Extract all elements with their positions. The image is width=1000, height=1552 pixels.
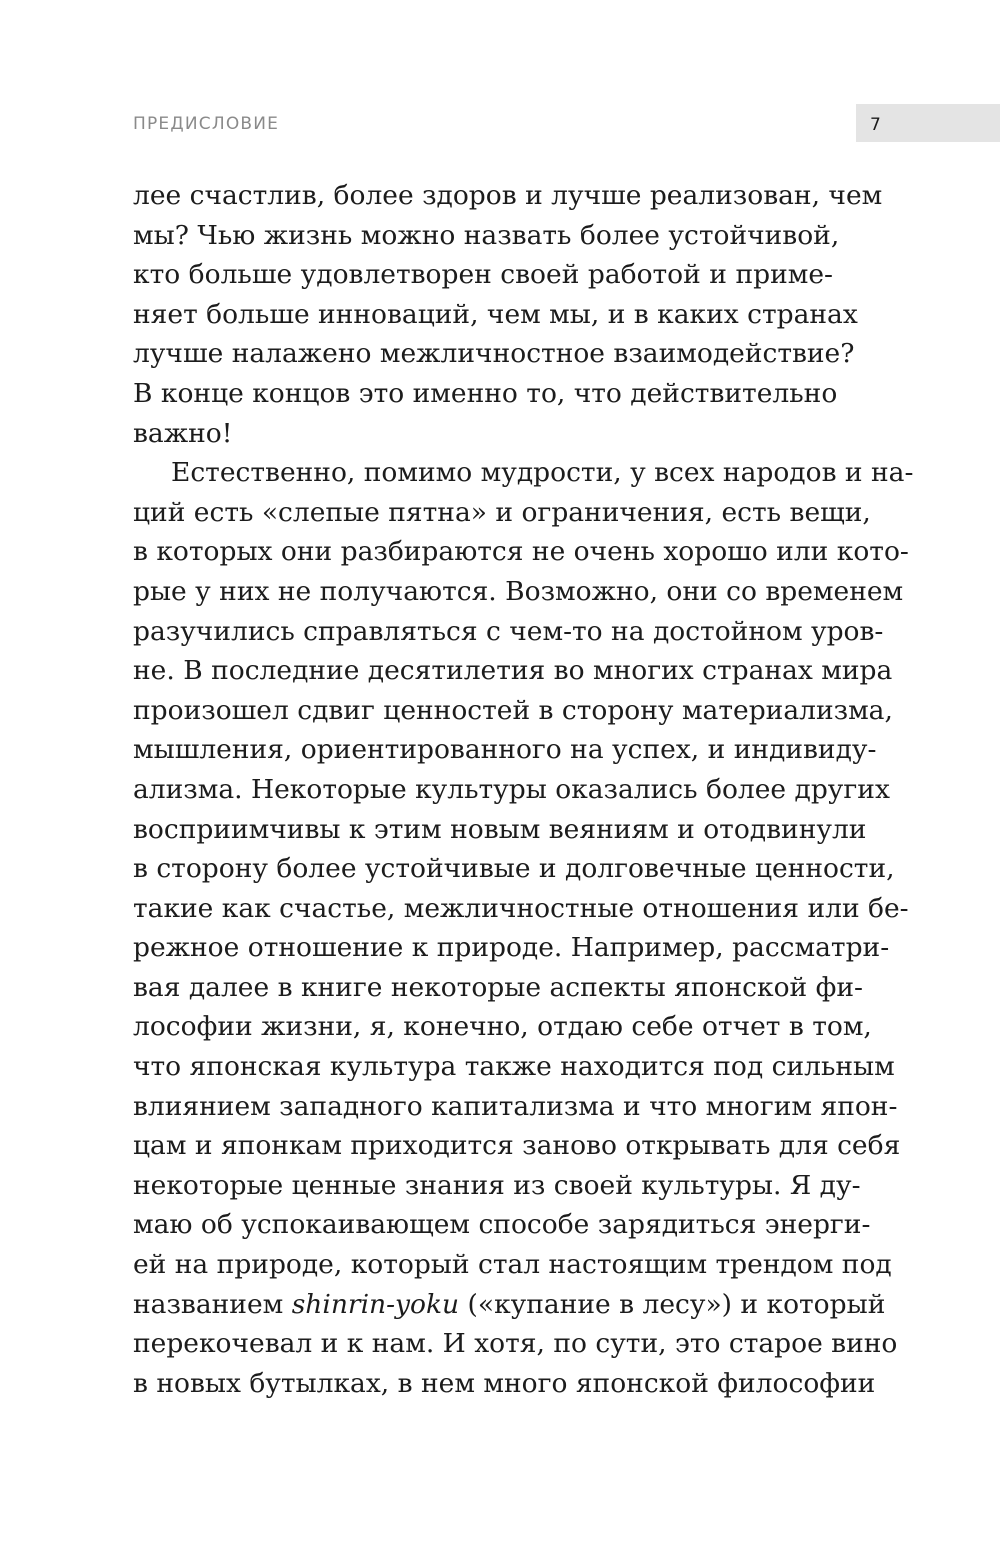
text-line: важно! bbox=[133, 417, 233, 449]
page-number-tab bbox=[856, 104, 1000, 142]
text-line: в сторону более устойчивые и долговечные ценности, bbox=[133, 853, 895, 885]
text-line: маю об успокаивающем способе зарядиться энерги- bbox=[133, 1209, 871, 1241]
running-head: ПРЕДИСЛОВИЕ bbox=[133, 114, 280, 134]
text-segment: («купание в лесу») и который bbox=[459, 1288, 886, 1320]
text-line: влиянием западного капитализма и что многим япон- bbox=[133, 1090, 898, 1122]
text-line: произошел сдвиг ценностей в сторону материализма, bbox=[133, 694, 893, 726]
text-line: такие как счастье, межличностные отношения или бе- bbox=[133, 892, 909, 924]
italic-term: shinrin-yoku bbox=[291, 1288, 460, 1320]
text-line: ализма. Некоторые культуры оказались более других bbox=[133, 773, 890, 805]
text-segment: названием bbox=[133, 1288, 292, 1320]
text-line: Естественно, помимо мудрости, у всех народов и на- bbox=[171, 457, 914, 489]
text-line: мы? Чью жизнь можно назвать более устойчивой, bbox=[133, 219, 840, 251]
text-line: няет больше инноваций, чем мы, и в каких странах bbox=[133, 298, 858, 330]
text-line: режное отношение к природе. Например, рассматри- bbox=[133, 932, 890, 964]
text-line: в которых они разбираются не очень хорошо или кото- bbox=[133, 536, 909, 568]
text-line: что японская культура также находится под сильным bbox=[133, 1051, 895, 1083]
text-line: лее счастлив, более здоров и лучше реализован, чем bbox=[133, 180, 883, 211]
text-line: разучились справляться с чем-то на достойном уров- bbox=[133, 615, 884, 647]
text-line: не. В последние десятилетия во многих странах мира bbox=[133, 655, 893, 687]
body-text bbox=[133, 176, 914, 1403]
text-line: вая далее в книге некоторые аспекты японской фи- bbox=[133, 971, 863, 1003]
text-line-with-italic bbox=[133, 1285, 886, 1325]
text-line: восприимчивы к этим новым веяниям и отодвинули bbox=[133, 813, 867, 845]
text-line: в новых бутылках, в нем много японской философии bbox=[133, 1367, 876, 1399]
page-number: 7 bbox=[870, 115, 881, 135]
text-line: некоторые ценные знания из своей культуры. Я ду- bbox=[133, 1169, 861, 1201]
text-line: рые у них не получаются. Возможно, они со временем bbox=[133, 575, 904, 607]
text-line: лучше налажено межличностное взаимодействие? bbox=[133, 338, 855, 370]
text-line: ей на природе, который стал настоящим трендом под bbox=[133, 1249, 892, 1281]
text-line: В конце концов это именно то, что действительно bbox=[133, 377, 838, 409]
text-line: ций есть «слепые пятна» и ограничения, есть вещи, bbox=[133, 496, 871, 528]
text-line: мышления, ориентированного на успех, и индивиду- bbox=[133, 734, 877, 766]
text-line: перекочевал и к нам. И хотя, по сути, это старое вино bbox=[133, 1328, 898, 1360]
text-line: лософии жизни, я, конечно, отдаю себе отчет в том, bbox=[133, 1011, 872, 1043]
text-line: кто больше удовлетворен своей работой и приме- bbox=[133, 259, 833, 291]
text-line: цам и японкам приходится заново открывать для себя bbox=[133, 1130, 901, 1162]
